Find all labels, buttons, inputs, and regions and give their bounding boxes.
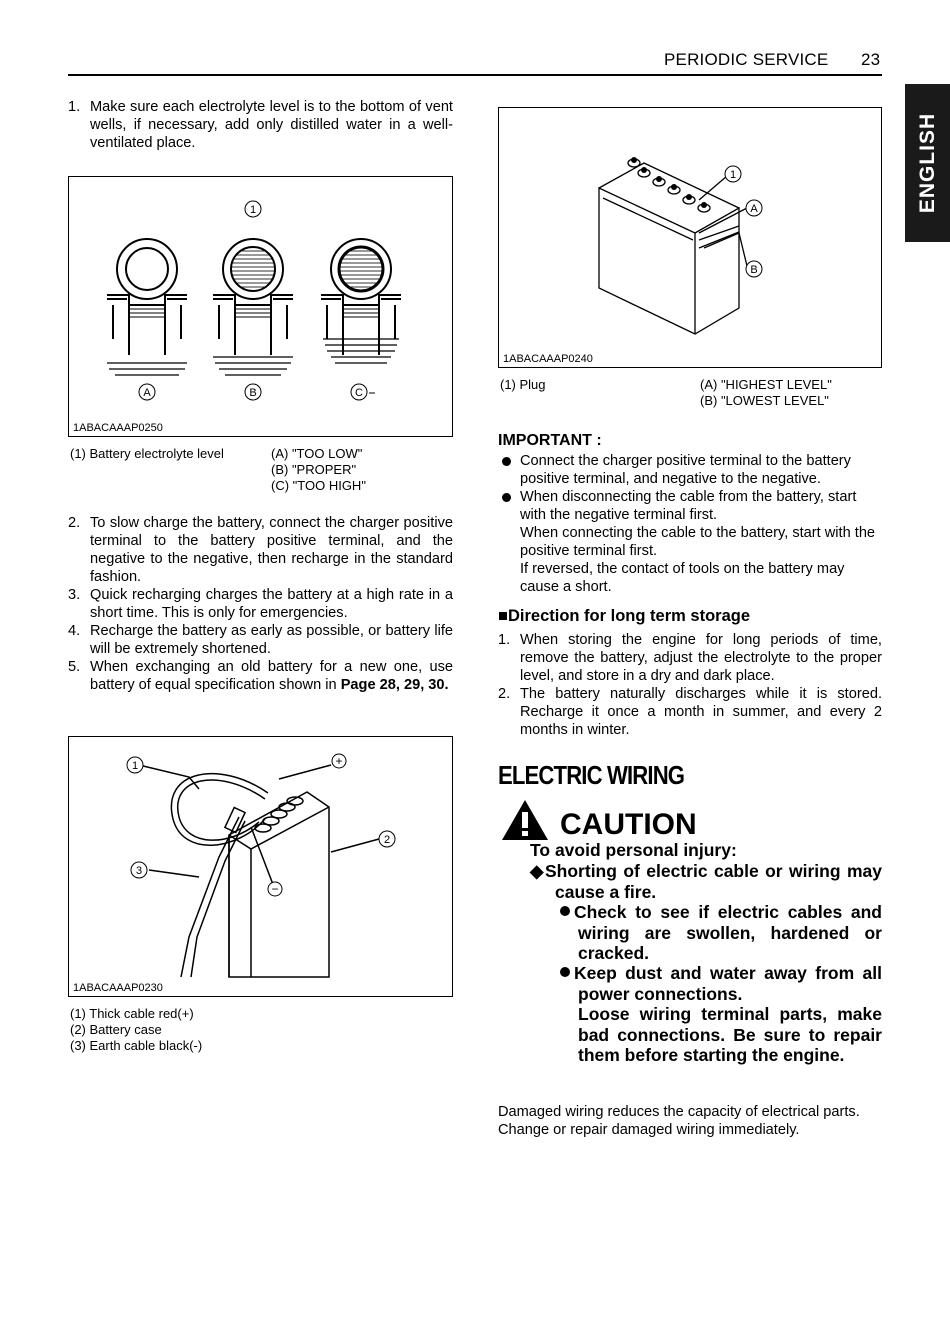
page-reference: Page 28, 29, 30. xyxy=(340,677,449,693)
electrolyte-illustration xyxy=(69,177,452,436)
list-item: When disconnecting the cable from the battery, start with the negative terminal first. When connecting the cable to the battery, start with the positive terminal first. If reversed, the contact of tools on the battery may cause a short. xyxy=(498,488,882,596)
list-item: 3. Quick recharging charges the battery at a high rate in a short time. This is only for emergencies. xyxy=(68,587,453,621)
important-list xyxy=(498,452,882,596)
caption-item: (A) "TOO LOW" xyxy=(271,446,363,461)
step-text: Make sure each electrolyte level is to the bottom of vent wells, if necessary, add only distilled water in a well-ventilated place. xyxy=(90,99,453,151)
caption-item: (2) Battery case xyxy=(70,1022,162,1037)
figure-battery-cables xyxy=(68,736,453,997)
storage-heading: ■Direction for long term storage xyxy=(498,607,750,625)
caution-loose: Loose wiring terminal parts, make bad connections. Be sure to repair them before starting the engine. xyxy=(578,1004,882,1065)
list-item: 2. The battery naturally discharges while it is stored. Recharge it once a month in summer, and every 2 months in winter. xyxy=(498,686,882,738)
label-b: B xyxy=(750,264,758,276)
figure-2-captions xyxy=(70,1006,202,1054)
caption-item: (A) "HIGHEST LEVEL" xyxy=(700,377,832,392)
section-header: PERIODIC SERVICE xyxy=(664,50,829,69)
wiring-footer xyxy=(498,1103,860,1139)
figure-1-caption-right xyxy=(271,446,366,494)
storage-steps xyxy=(498,631,882,739)
list-item: 5. When exchanging an old battery for a new one, use battery of equal specification shown in Page 28, 29, 30. xyxy=(68,659,453,693)
callout-1: 1 xyxy=(249,204,257,216)
bullet-icon xyxy=(560,906,570,916)
header-rule xyxy=(68,74,882,76)
battery-cable-illustration xyxy=(69,737,452,996)
step-number: 1. xyxy=(68,99,81,115)
caution-check: Check to see if electric cables and wiring are swollen, hardened or cracked. xyxy=(560,902,882,964)
warning-triangle-icon xyxy=(500,798,550,842)
callout-2: 2 xyxy=(383,834,391,846)
figure-id: 1ABACAAAP0240 xyxy=(503,353,593,365)
caution-avoid: To avoid personal injury: xyxy=(530,840,737,860)
label-b: B xyxy=(249,387,257,399)
list-item: 4. Recharge the battery as early as possible, or battery life will be extremely shortened. xyxy=(68,623,453,657)
battery-plug-illustration xyxy=(499,108,881,367)
step-1 xyxy=(68,98,453,152)
caption-item: (1) Thick cable red(+) xyxy=(70,1006,194,1021)
caption-item: (C) "TOO HIGH" xyxy=(271,478,366,493)
language-tab-label: ENGLISH xyxy=(915,112,939,214)
caption-item: (B) "PROPER" xyxy=(271,462,357,477)
label-c: C xyxy=(355,387,363,399)
figure-3-caption-right xyxy=(700,377,832,409)
footer-line: Damaged wiring reduces the capacity of electrical parts. xyxy=(498,1104,860,1120)
section-title: ELECTRIC WIRING xyxy=(498,760,685,790)
callout-1: 1 xyxy=(729,169,737,181)
figure-id: 1ABACAAAP0230 xyxy=(73,982,163,994)
list-item: Connect the charger positive terminal to the battery positive terminal, and negative to the negative. xyxy=(498,452,882,488)
caption-item: (3) Earth cable black(-) xyxy=(70,1038,203,1053)
page-number: 23 xyxy=(861,50,881,69)
label-a: A xyxy=(750,203,758,215)
callout-3: 3 xyxy=(135,865,143,877)
callout-1: 1 xyxy=(131,760,139,772)
list-item: 1. When storing the engine for long periods of time, remove the battery, adjust the electrolyte to the proper level, and store in a dry and dark place. xyxy=(498,632,882,684)
footer-line: Change or repair damaged wiring immediately. xyxy=(498,1122,800,1138)
figure-id: 1ABACAAAP0250 xyxy=(73,422,163,434)
important-heading: IMPORTANT : xyxy=(498,432,602,449)
list-item: 2. To slow charge the battery, connect the charger positive terminal to the battery positive terminal, and the negative to the negative, then recharge in the standard fashion. xyxy=(68,515,453,585)
plus-symbol: + xyxy=(335,754,343,768)
label-a: A xyxy=(143,387,151,399)
steps-2-5 xyxy=(68,514,453,694)
figure-battery-plug xyxy=(498,107,882,368)
caution-shorting: ◆Shorting of electric cable or wiring may cause a fire. xyxy=(530,861,882,902)
figure-3-caption-left: (1) Plug xyxy=(500,377,546,392)
language-tab xyxy=(905,84,950,242)
caution-keep: Keep dust and water away from all power connections. xyxy=(560,963,882,1004)
caption-item: (B) "LOWEST LEVEL" xyxy=(700,393,829,408)
figure-1-caption-left: (1) Battery electrolyte level xyxy=(70,446,224,461)
minus-symbol: − xyxy=(271,882,279,896)
caution-title: CAUTION xyxy=(560,808,697,841)
bullet-icon xyxy=(560,967,570,977)
figure-electrolyte-level xyxy=(68,176,453,437)
